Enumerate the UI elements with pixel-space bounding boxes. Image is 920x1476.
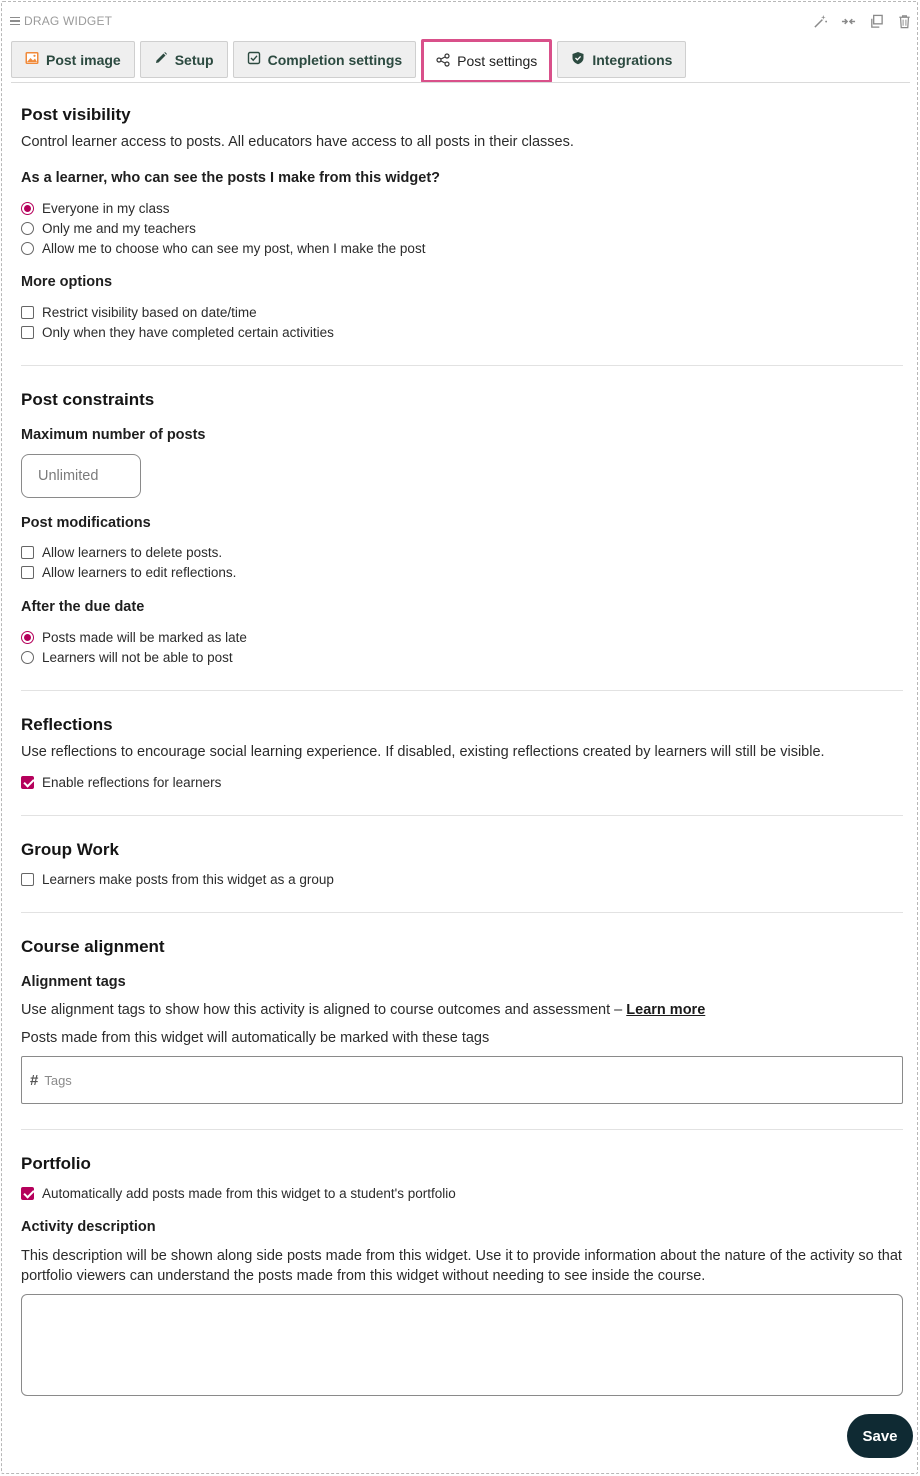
- post-constraints-heading: Post constraints: [21, 390, 155, 409]
- tab-post-settings[interactable]: [421, 39, 552, 83]
- after-due-date-heading: After the due date: [21, 599, 145, 615]
- more-options-heading: More options: [21, 274, 113, 290]
- shield-icon: [571, 51, 585, 68]
- tab-label: Post image: [46, 51, 121, 68]
- visibility-option-me-and-teachers[interactable]: [21, 218, 196, 238]
- option-label: Allow learners to edit reflections.: [42, 564, 237, 580]
- widget-topbar: [10, 12, 912, 30]
- checkbox[interactable]: [21, 566, 34, 579]
- radio-button[interactable]: [21, 202, 34, 215]
- option-label: Allow me to choose who can see my post, when I make the post: [42, 240, 426, 256]
- tags-placeholder: Tags: [44, 1072, 72, 1088]
- image-icon: [25, 51, 39, 68]
- tab-label: Post settings: [457, 53, 538, 69]
- option-label: Only when they have completed certain activities: [42, 324, 334, 340]
- alignment-description-text: Use alignment tags to show how this activity is aligned to course outcomes and assessment –: [21, 1002, 623, 1018]
- portfolio-heading: Portfolio: [21, 1154, 91, 1173]
- tab-completion-settings[interactable]: [233, 41, 417, 78]
- radio-button[interactable]: [21, 222, 34, 235]
- max-posts-label: Maximum number of posts: [21, 427, 206, 443]
- checkbox-icon: [247, 51, 261, 68]
- activity-description-textarea[interactable]: [21, 1294, 903, 1396]
- tab-label: Completion settings: [267, 51, 403, 68]
- course-alignment-heading: Course alignment: [21, 937, 165, 956]
- group-posts-option[interactable]: [21, 869, 334, 889]
- option-label: Posts made will be marked as late: [42, 629, 247, 645]
- option-label: Everyone in my class: [42, 200, 170, 216]
- hashtag-icon: #: [30, 1071, 39, 1089]
- checkbox[interactable]: [21, 776, 34, 789]
- enable-reflections-option[interactable]: [21, 772, 221, 792]
- allow-edit-reflections-option[interactable]: [21, 562, 236, 582]
- post-visibility-heading: Post visibility: [21, 105, 131, 124]
- alignment-tags-heading: Alignment tags: [21, 974, 126, 990]
- duplicate-icon[interactable]: [868, 13, 884, 29]
- section-divider: [21, 815, 903, 816]
- tags-input[interactable]: [21, 1056, 903, 1104]
- allow-delete-option[interactable]: [21, 542, 222, 562]
- pencil-icon: [154, 51, 168, 68]
- alignment-tags-description: [21, 1002, 705, 1018]
- max-posts-placeholder: Unlimited: [38, 468, 99, 484]
- learn-more-link[interactable]: Learn more: [626, 1002, 706, 1018]
- alignment-auto-note: Posts made from this widget will automatically be marked with these tags: [21, 1030, 490, 1046]
- option-label: Learners make posts from this widget as a group: [42, 871, 334, 887]
- checkbox[interactable]: [21, 1187, 34, 1200]
- option-label: Learners will not be able to post: [42, 649, 233, 665]
- reflections-heading: Reflections: [21, 715, 113, 734]
- hamburger-icon: [10, 17, 20, 26]
- unable-to-post-option[interactable]: [21, 647, 233, 667]
- section-divider: [21, 690, 903, 691]
- tab-integrations[interactable]: [557, 41, 686, 78]
- post-modifications-heading: Post modifications: [21, 515, 151, 531]
- tabs-divider: [11, 82, 910, 83]
- settings-tabs: [11, 41, 686, 83]
- share-nodes-icon: [436, 53, 450, 70]
- visibility-option-everyone[interactable]: [21, 198, 170, 218]
- trash-icon[interactable]: [896, 13, 912, 29]
- option-label: Allow learners to delete posts.: [42, 544, 223, 560]
- activity-description-help: This description will be shown along side posts made from this widget. Use it to provide information about the nature of the activity so that portfolio viewers can understand the posts made from this widget without needing to see inside the course.: [21, 1248, 902, 1284]
- checkbox[interactable]: [21, 306, 34, 319]
- checkbox[interactable]: [21, 326, 34, 339]
- magic-wand-icon[interactable]: [812, 13, 828, 29]
- radio-button[interactable]: [21, 242, 34, 255]
- add-to-portfolio-option[interactable]: [21, 1183, 456, 1203]
- visibility-question: As a learner, who can see the posts I make from this widget?: [21, 170, 441, 186]
- tab-label: Integrations: [592, 51, 673, 68]
- radio-button[interactable]: [21, 651, 34, 664]
- drag-widget-label: DRAG WIDGET: [24, 14, 113, 28]
- option-label: Restrict visibility based on date/time: [42, 304, 257, 320]
- option-label: Automatically add posts made from this widget to a student's portfolio: [42, 1185, 456, 1201]
- tab-post-image[interactable]: [11, 41, 135, 78]
- tab-setup[interactable]: [140, 41, 228, 78]
- visibility-option-choose[interactable]: [21, 238, 425, 258]
- reflections-description: Use reflections to encourage social learning experience. If disabled, existing reflections created by learners will still be visible.: [21, 744, 825, 760]
- option-label: Enable reflections for learners: [42, 774, 222, 790]
- max-posts-input[interactable]: [21, 454, 141, 498]
- section-divider: [21, 1129, 903, 1130]
- radio-button[interactable]: [21, 631, 34, 644]
- checkbox[interactable]: [21, 873, 34, 886]
- tab-label: Setup: [174, 51, 214, 68]
- collapse-arrows-icon[interactable]: [840, 13, 856, 29]
- restrict-date-time-option[interactable]: [21, 302, 257, 322]
- option-label: Only me and my teachers: [42, 220, 196, 236]
- drag-handle[interactable]: [10, 14, 112, 28]
- activity-description-heading: Activity description: [21, 1219, 156, 1235]
- marked-late-option[interactable]: [21, 627, 247, 647]
- section-divider: [21, 365, 903, 366]
- widget-tools: [812, 13, 912, 29]
- checkbox[interactable]: [21, 546, 34, 559]
- group-work-heading: Group Work: [21, 840, 119, 859]
- section-divider: [21, 912, 903, 913]
- save-button[interactable]: Save: [847, 1414, 913, 1458]
- completed-activities-option[interactable]: [21, 322, 334, 342]
- post-visibility-description: Control learner access to posts. All educators have access to all posts in their classes.: [21, 134, 574, 150]
